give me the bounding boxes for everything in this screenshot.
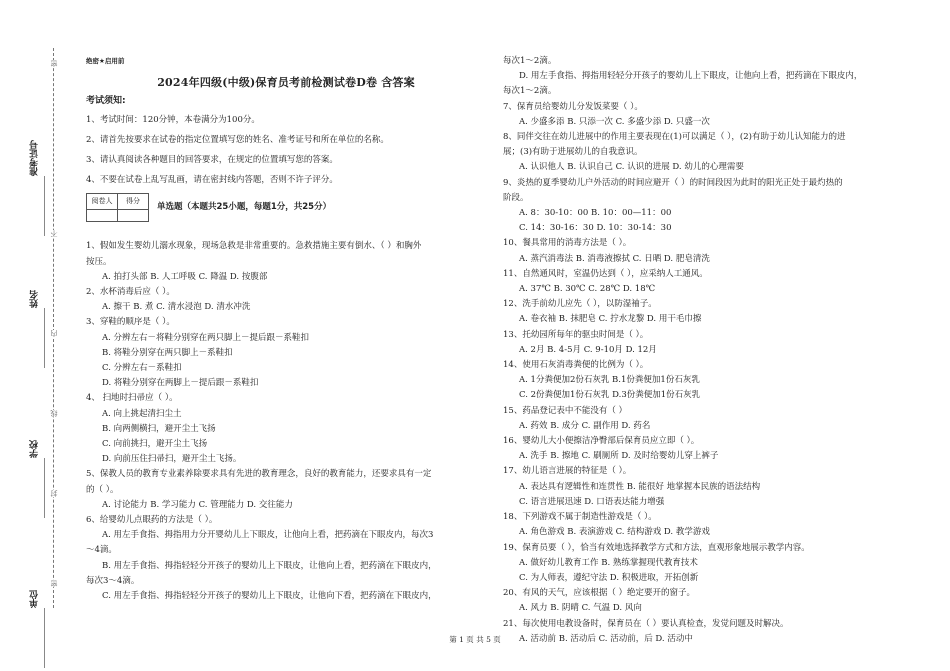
answer-options: A. 卷衣袖 B. 抹肥皂 C. 拧水龙黎 D. 用干毛巾擦: [519, 314, 702, 325]
seal-mark: 内: [50, 330, 58, 337]
answer-options: A. 擦干 B. 煮 C. 清水浸泡 D. 清水冲洗: [102, 302, 251, 313]
answer-options: A. 讨论能力 B. 学习能力 C. 管理能力 D. 交往能力: [102, 499, 293, 510]
label-name: 姓名: [30, 290, 40, 308]
question-text: 16、婴幼儿大小便擦洁净臀部后保育员应立即（ ）。: [503, 436, 700, 447]
question-text: 17、幼儿语言进展的特征是（ ）。: [503, 466, 632, 477]
left-column: [86, 54, 486, 604]
question-text: 按压。: [86, 256, 112, 267]
seal-line: [53, 48, 54, 608]
answer-options: A. 蒸汽消毒法 B. 消毒液擦拭 C. 日晒 D. 肥皂清洗: [519, 253, 710, 264]
label-exam-number: 准考证号: [30, 140, 40, 176]
answer-options: B. 将鞋分别穿在两只脚上－系鞋扣: [102, 347, 233, 358]
secret-mark: 绝密★启用前: [86, 57, 125, 65]
score-header: 得分: [118, 193, 149, 209]
answer-options: A. 角色游戏 B. 表演游戏 C. 结构游戏 D. 教学游戏: [519, 527, 710, 538]
answer-options: A. 1分粪便加2份石灰乳 B.1份粪便加1份石灰乳: [519, 375, 700, 386]
answer-options: A. 向上挑起清扫尘土: [102, 408, 182, 419]
answer-options: C. 用左手食指、拇指轻轻分开孩子的婴幼儿上下眼皮，让他向下看，把药滴在下眼皮内，: [102, 591, 437, 602]
answer-options: A. 37℃ B. 30℃ C. 28℃ D. 18℃: [519, 284, 656, 295]
score-section: [86, 193, 486, 221]
grader-cell: [87, 210, 118, 222]
answer-options: D. 将鞋分别穿在两脚上－提后跟－系鞋扣: [102, 378, 259, 389]
question-text: 每次1～2滴。: [503, 56, 557, 66]
page-title: 2024年四级(中级)保育员考前检测试卷D卷 含答案: [157, 76, 415, 90]
question-text: 阶段。: [503, 192, 529, 203]
question-text: 10、餐具常用的消毒方法是（ ）。: [503, 238, 632, 249]
answer-options: C. 分辨左右－系鞋扣: [102, 363, 182, 374]
seal-mark: 密: [50, 580, 58, 587]
question-text: 7、保育员给婴幼儿分发饭菜要（ ）。: [503, 101, 643, 112]
seal-mark: 线: [50, 410, 58, 417]
right-column: [503, 54, 923, 647]
answer-options: B. 用左手食指、拇指轻轻分开孩子的婴幼儿上下眼皮，让他向上看，把药滴在下眼皮内，: [102, 560, 437, 571]
answer-options: A. 药效 B. 成分 C. 副作用 D. 药名: [519, 420, 651, 431]
answer-options: C. 14：30-16：30 D. 10：30-14：30: [519, 223, 672, 234]
question-list-right: [503, 54, 923, 647]
question-list-left: [86, 239, 486, 604]
notice-item: 3、请认真阅读各种题目的回答要求，在规定的位置填写您的答案。: [86, 155, 338, 166]
question-text: 8、同伴交往在幼儿进展中的作用主要表现在(1)可以满足（ ），(2)有助于幼儿认知能力的进: [503, 132, 846, 143]
answer-options: A. 做好幼儿教育工作 B. 熟练掌握现代教育技术: [519, 557, 698, 568]
question-text: 2、水杯消毒后应（ ）。: [86, 287, 175, 298]
notice-heading: 考试须知:: [86, 96, 126, 107]
label-unit: 单位: [30, 590, 40, 608]
question-text: 21、每次使用电教设备时，保育员在（ ）要认真检查，发觉问题及时解决。: [503, 618, 789, 629]
question-text: ～4滴。: [86, 545, 117, 556]
answer-options: A. 2月 B. 4-5月 C. 9-10月 D. 12月: [519, 344, 657, 355]
question-text: 12、洗手前幼儿应先（ ），以防湿袖子。: [503, 299, 657, 310]
seal-mark: 不: [50, 230, 58, 237]
answer-options: C. 向前挑扫，避开尘土飞扬: [102, 439, 208, 450]
answer-options: A. 分辨左右－将鞋分别穿在两只脚上－提后跟－系鞋扣: [102, 332, 310, 343]
question-text: 13、托幼园所每年的驱虫时间是（ ）。: [503, 329, 649, 340]
question-text: 11、自然通风时，室温仍达到（ ），应采纳人工通风。: [503, 268, 708, 279]
question-text: 展；(3)有助于进展幼儿的自我意识。: [503, 147, 643, 158]
answer-options: A. 8：30-10：00 B. 10：00—11：00: [519, 208, 672, 219]
answer-options: A. 风力 B. 阴晴 C. 气温 D. 风向: [519, 603, 642, 614]
answer-options: B. 向两侧横扫，避开尘土飞扬: [102, 423, 216, 434]
grader-header: 阅卷人: [87, 193, 118, 209]
question-text: 20、有风的天气，应该根据（ ）绝定要开的窗子。: [503, 588, 696, 599]
answer-options: A. 拍打头部 B. 人工呼吸 C. 降温 D. 按腹部: [102, 271, 268, 282]
notice-item: 4、不要在试卷上乱写乱画，请在密封线内答题，否则不许子评分。: [86, 175, 338, 186]
question-text: 5、保教人员的教育专业素养除要求具有先进的教育理念，良好的教育能力，还要求具有一定: [86, 469, 432, 480]
binding-margin: [0, 0, 80, 671]
question-text: 每次3～4滴。: [86, 575, 140, 586]
question-text: 19、保育员要（ ），恰当有效地选择教学方式和方法，直观形象地展示教学内容。: [503, 542, 810, 553]
notice-item: 2、请首先按要求在试卷的指定位置填写您的姓名、准考证号和所在单位的名称。: [86, 134, 389, 145]
answer-options: A. 表达具有逻辑性和连贯性 B. 能很好 地掌握本民族的语法结构: [519, 481, 761, 492]
score-table: [86, 193, 149, 222]
question-text: 18、下列游戏不属于制造性游戏是（ ）。: [503, 512, 657, 523]
answer-options: A. 认识他人 B. 认识自己 C. 认识的进展 D. 幼儿的心理需要: [519, 162, 744, 173]
label-school: 学校: [30, 440, 40, 458]
notice-item: 1、考试时间：120分钟，本卷满分为100分。: [86, 114, 260, 125]
question-text: 4、 扫地时扫帚应（ ）。: [86, 393, 178, 404]
section-title: 单选题（本题共25小题，每题1分，共25分）: [157, 201, 332, 212]
seal-mark: 封: [50, 490, 58, 497]
question-text: 每次1～2滴。: [503, 86, 557, 97]
page-number: 第 1 页 共 5 页: [449, 635, 501, 644]
question-text: 14、使用石灰消毒粪便的比例为（ ）。: [503, 360, 649, 371]
question-text: 1、假如发生婴幼儿溺水现象，现场急救是非常重要的。急救措施主要有倒水、（ ）和胸外: [86, 241, 422, 252]
question-text: 3、穿鞋的顺序是（ ）。: [86, 317, 175, 328]
question-text: 15、药品登记表中不能没有（ ）: [503, 405, 628, 416]
answer-options: D. 向前压住扫帚扫，避开尘土飞扬。: [102, 454, 242, 465]
answer-options: A. 用左手食指、拇指用力分开婴幼儿上下眼皮，让他向上看，把药滴在下眼皮内，每次3: [102, 530, 434, 541]
question-text: 6、给婴幼儿点眼药的方法是（ ）。: [86, 515, 218, 526]
answer-options: A. 少盛多添 B. 只添一次 C. 多盛少添 D. 只盛一次: [519, 116, 710, 127]
answer-options: C. 为人师表，遵纪守法 D. 积极进取，开拓创新: [519, 572, 699, 583]
answer-options: A. 活动前 B. 活动后 C. 活动前，后 D. 活动中: [519, 633, 693, 644]
question-text: 的（ ）。: [86, 484, 119, 495]
seal-mark: 密: [50, 60, 58, 67]
answer-options: A. 洗手 B. 擦地 C. 刷厕所 D. 及时给婴幼儿穿上裤子: [519, 451, 719, 462]
answer-options: C. 语言进展迅速 D. 口语表达能力增强: [519, 496, 665, 507]
score-cell: [118, 210, 149, 222]
answer-options: C. 2份粪便加1份石灰乳 D.3份粪便加1份石灰乳: [519, 390, 701, 401]
question-text: 9、炎热的夏季婴幼儿户外活动的时间应避开（ ）的时间段因为此时的阳光正处于最灼热的: [503, 177, 843, 188]
answer-options: D. 用左手食指、拇指用轻轻分开孩子的婴幼儿上下眼皮，让他向上看，把药滴在下眼皮内，: [519, 71, 863, 82]
